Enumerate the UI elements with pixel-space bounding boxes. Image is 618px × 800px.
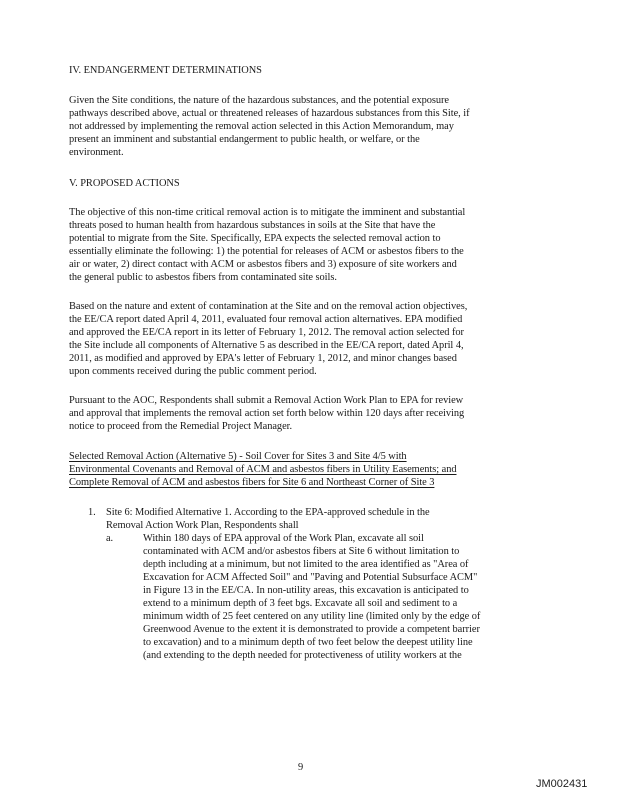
objective-line: threats posed to human health from hazardous substances in soils at the Site that have the: [69, 220, 436, 231]
evaluation-line: 2011, as modified and approved by EPA's letter of February 1, 2012, and minor changes based: [69, 353, 457, 364]
evaluation-line: Based on the nature and extent of contamination at the Site and on the removal action objectives,: [69, 301, 468, 312]
sub-item-text: Within 180 days of EPA approval of the Work Plan, excavate all soil: [143, 533, 424, 544]
section-iv-line: environment.: [69, 147, 124, 158]
selected-action-heading: Environmental Covenants and Removal of ACM and asbestos fibers in Utility Easements; and: [69, 464, 457, 475]
section-iv-line: pathways described above, actual or threatened releases of hazardous substances from this Site, if: [69, 108, 470, 119]
evaluation-line: and approved the EE/CA report in its letter of February 1, 2012. The removal action selected for: [69, 327, 464, 338]
list-item-number: 1.: [88, 507, 96, 518]
page-number: 9: [298, 762, 304, 773]
objective-line: essentially eliminate the following: 1) the potential for releases of ACM or asbestos fibers to the: [69, 246, 464, 257]
selected-action-heading: Complete Removal of ACM and asbestos fibers for Site 6 and Northeast Corner of Site 3: [69, 477, 435, 488]
section-iv-line: Given the Site conditions, the nature of the hazardous substances, and the potential exposure: [69, 95, 449, 106]
objective-line: potential to migrate from the Site. Specifically, EPA expects the selected removal action to: [69, 233, 441, 244]
sub-item-text: Excavation for ACM Affected Soil" and "Paving and Potential Subsurface ACM": [143, 572, 478, 583]
list-item-text: Site 6: Modified Alternative 1. According to the EPA-approved schedule in the: [106, 507, 430, 518]
sub-item-text: Greenwood Avenue to the extent it is demonstrated to provide a competent barrier: [143, 624, 480, 635]
section-iv-heading: IV. ENDANGERMENT DETERMINATIONS: [69, 65, 262, 76]
evaluation-line: upon comments received during the public comment period.: [69, 366, 317, 377]
sub-item-text: to excavation) and to a minimum depth of two feet below the deepest utility line: [143, 637, 473, 648]
sub-item-text: in Figure 13 in the EE/CA. In non-utility areas, this excavation is anticipated to: [143, 585, 469, 596]
list-item-text: Removal Action Work Plan, Respondents shall: [106, 520, 299, 531]
section-iv-line: not addressed by implementing the removal action selected in this Action Memorandum, may: [69, 121, 454, 132]
workplan-line: Pursuant to the AOC, Respondents shall submit a Removal Action Work Plan to EPA for review: [69, 395, 464, 406]
sub-item-text: depth including at a minimum, but not limited to the area identified as "Area of: [143, 559, 469, 570]
evaluation-line: the Site include all components of Alternative 5 as described in the EE/CA report, dated April 4,: [69, 340, 464, 351]
section-iv-line: present an imminent and substantial endangerment to public health, or welfare, or the: [69, 134, 420, 145]
sub-item-text: (and extending to the depth needed for protectiveness of utility workers at the: [143, 650, 462, 661]
objective-line: The objective of this non-time critical removal action is to mitigate the imminent and substantial: [69, 207, 466, 218]
sub-item-text: minimum width of 25 feet centered on any utility line (limited only by the edge of: [143, 611, 481, 622]
selected-action-heading: Selected Removal Action (Alternative 5) - Soil Cover for Sites 3 and Site 4/5 with: [69, 451, 407, 462]
workplan-line: and approval that implements the removal action set forth below within 120 days after receiving: [69, 408, 465, 419]
sub-item-text: contaminated with ACM and/or asbestos fibers at Site 6 without limitation to: [143, 546, 460, 557]
objective-line: air or water, 2) direct contact with ACM or asbestos fibers and 3) exposure of site workers and: [69, 259, 457, 270]
objective-line: the general public to asbestos fibers from contaminated site soils.: [69, 272, 337, 283]
sub-item-label: a.: [106, 533, 114, 544]
section-v-heading: V. PROPOSED ACTIONS: [69, 178, 180, 189]
workplan-line: notice to proceed from the Remedial Project Manager.: [69, 421, 293, 432]
evaluation-line: the EE/CA report dated April 4, 2011, evaluated four removal action alternatives. EPA modified: [69, 314, 463, 325]
sub-item-text: extend to a minimum depth of 3 feet bgs. Excavate all soil and sediment to a: [143, 598, 458, 609]
bates-number: JM002431: [536, 778, 588, 790]
